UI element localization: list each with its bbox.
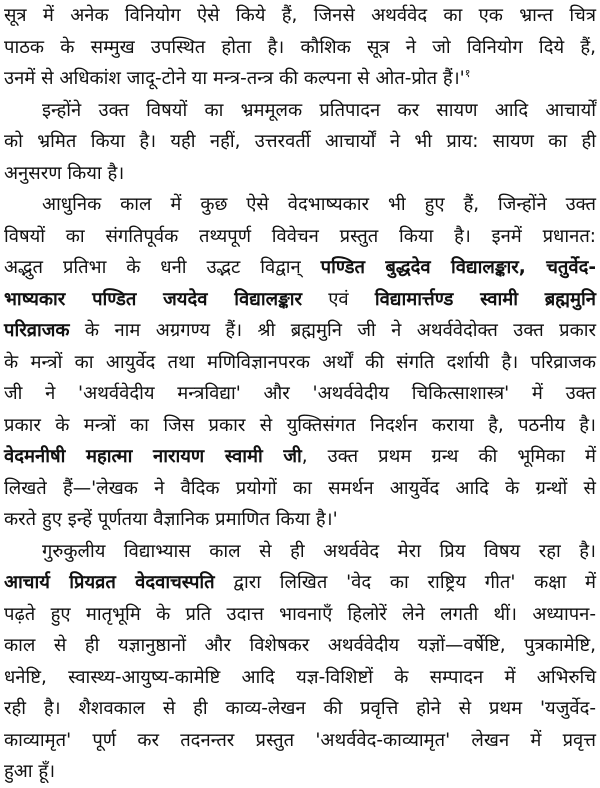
text-segment: काव्यामृत' पूर्ण कर तदनन्तर प्रस्तुत 'अथर्ववेद-काव्यामृत' लेखन में प्रवृत्त	[4, 729, 596, 751]
text-line	[4, 662, 596, 694]
text-segment: विषयों का संगतिपूर्वक तथ्यपूर्ण विवेचन प्रस्तुत किया है। इनमें प्रधानत:	[4, 225, 596, 247]
bold-name-text: परिव्राजक	[4, 320, 70, 341]
text-line	[4, 63, 596, 95]
text-segment: को भ्रमित किया है। यही नहीं, उत्तरवर्ती आचार्यों ने भी प्राय: सायण का ही	[4, 131, 596, 152]
text-line	[4, 473, 596, 505]
text-segment: जी ने 'अथर्ववेदीय मन्त्रविद्या' और 'अथर्ववेदीय चिकित्साशास्त्र' में उक्त	[4, 383, 596, 404]
text-segment: सूत्र में अनेक विनियोग ऐसे किये हैं, जिनसे अथर्ववेद का एक भ्रान्त चित्र	[4, 5, 596, 26]
paragraph-adhunik-vedbhashyakar	[4, 189, 596, 536]
text-line	[4, 378, 596, 410]
text-line	[4, 0, 596, 32]
paragraph-sayana-acharya	[4, 95, 596, 190]
bold-name-text: आचार्य प्रियव्रत वेदवाचस्पति	[4, 572, 215, 593]
text-line	[4, 536, 596, 568]
text-line	[4, 126, 596, 158]
text-segment: करते हुए इन्हें पूर्णतया वैज्ञानिक प्रमाणित किया है।'	[4, 509, 338, 530]
text-segment: द्वारा लिखित 'वेद का राष्ट्रिय गीत' कक्षा में	[214, 572, 596, 593]
text-segment: इन्होंने उक्त विषयों का भ्रममूलक प्रतिपादन कर सायण आदि आचार्यों	[42, 99, 596, 121]
text-segment: काल से ही यज्ञानुष्ठानों और विशेषकर अथर्ववेदीय यज्ञों—वर्षेष्टि, पुत्रकामेष्टि,	[4, 635, 596, 656]
text-segment: गुरुकुलीय विद्याभ्यास काल से ही अथर्ववेद मेरा प्रिय विषय रहा है।	[42, 540, 596, 562]
text-line	[4, 284, 596, 316]
text-segment: प्रकार के मन्त्रों का जिस प्रकार से युक्तिसंगत निदर्शन कराया है, पठनीय है।	[4, 414, 596, 436]
bold-name-text: भाष्यकार पण्डित जयदेव विद्यालङ्कार	[4, 288, 303, 310]
text-line	[4, 315, 596, 347]
text-segment: हुआ हूँ।	[4, 761, 56, 782]
text-line	[4, 693, 596, 725]
text-line	[4, 504, 596, 536]
text-line	[4, 410, 596, 442]
text-line	[4, 158, 596, 190]
bold-name-text: पण्डित बुद्धदेव विद्यालङ्कार, चतुर्वेद-	[320, 257, 596, 278]
book-page	[4, 0, 596, 782]
footnote-marker: १	[464, 66, 471, 80]
text-segment: रही है। शैशवकाल से ही काव्य-लेखन की प्रवृत्ति होने से प्रथम 'यजुर्वेद-	[4, 698, 596, 719]
text-line	[4, 630, 596, 662]
text-line	[4, 32, 596, 64]
text-line	[4, 756, 596, 788]
text-segment: के नाम अग्रगण्य हैं। श्री ब्रह्ममुनि जी ने अथर्ववेदोक्त उक्त प्रकार	[69, 320, 596, 341]
text-line	[4, 599, 596, 631]
text-line	[4, 441, 596, 473]
bold-name-text: विद्यामार्त्तण्ड स्वामी ब्रह्ममुनि	[374, 288, 596, 310]
text-segment: अद्भुत प्रतिभा के धनी उद्भट विद्वान्	[4, 257, 321, 278]
text-line	[4, 252, 596, 284]
paragraph-sutra-viniyoga	[4, 0, 596, 95]
text-line	[4, 725, 596, 757]
text-segment: पढ़ते हुए मातृभूमि के प्रति उदात्त भावनाएँ हिलोरें लेने लगती थीं। अध्यापन-	[4, 603, 596, 625]
text-line	[4, 189, 596, 221]
bold-name-text: वेदमनीषी महात्मा नारायण स्वामी जी	[4, 446, 302, 467]
text-line	[4, 221, 596, 253]
text-segment: , उक्त प्रथम ग्रन्थ की भूमिका में	[301, 446, 596, 467]
text-line	[4, 95, 596, 127]
text-segment: उनमें से अधिकांश जादू-टोने या मन्त्र-तन्त्र की कल्पना से ओत-प्रोत हैं।'	[4, 68, 465, 89]
text-segment: एवं	[302, 288, 375, 310]
text-line	[4, 347, 596, 379]
text-segment: के मन्त्रों का आयुर्वेद तथा मणिविज्ञानपरक अर्थों की संगति दर्शायी है। परिव्राजक	[4, 351, 596, 373]
paragraph-gurukul-atharvaveda	[4, 536, 596, 788]
text-segment: पाठक के सम्मुख उपस्थित होता है। कौशिक सूत्र ने जो विनियोग दिये हैं,	[4, 36, 596, 58]
text-segment: लिखते हैं—'लेखक ने वैदिक प्रयोगों का समर्थन आयुर्वेद आदि के ग्रन्थों से	[4, 477, 596, 499]
text-segment: अनुसरण किया है।	[4, 162, 125, 184]
text-line	[4, 567, 596, 599]
text-segment: आधुनिक काल में कुछ ऐसे वेदभाष्यकार भी हुए हैं, जिन्होंने उक्त	[42, 194, 596, 215]
text-segment: धनेष्टि, स्वास्थ्य-आयुष्य-कामेष्टि आदि यज्ञ-विशिष्टों के सम्पादन में अभिरुचि	[4, 666, 596, 688]
